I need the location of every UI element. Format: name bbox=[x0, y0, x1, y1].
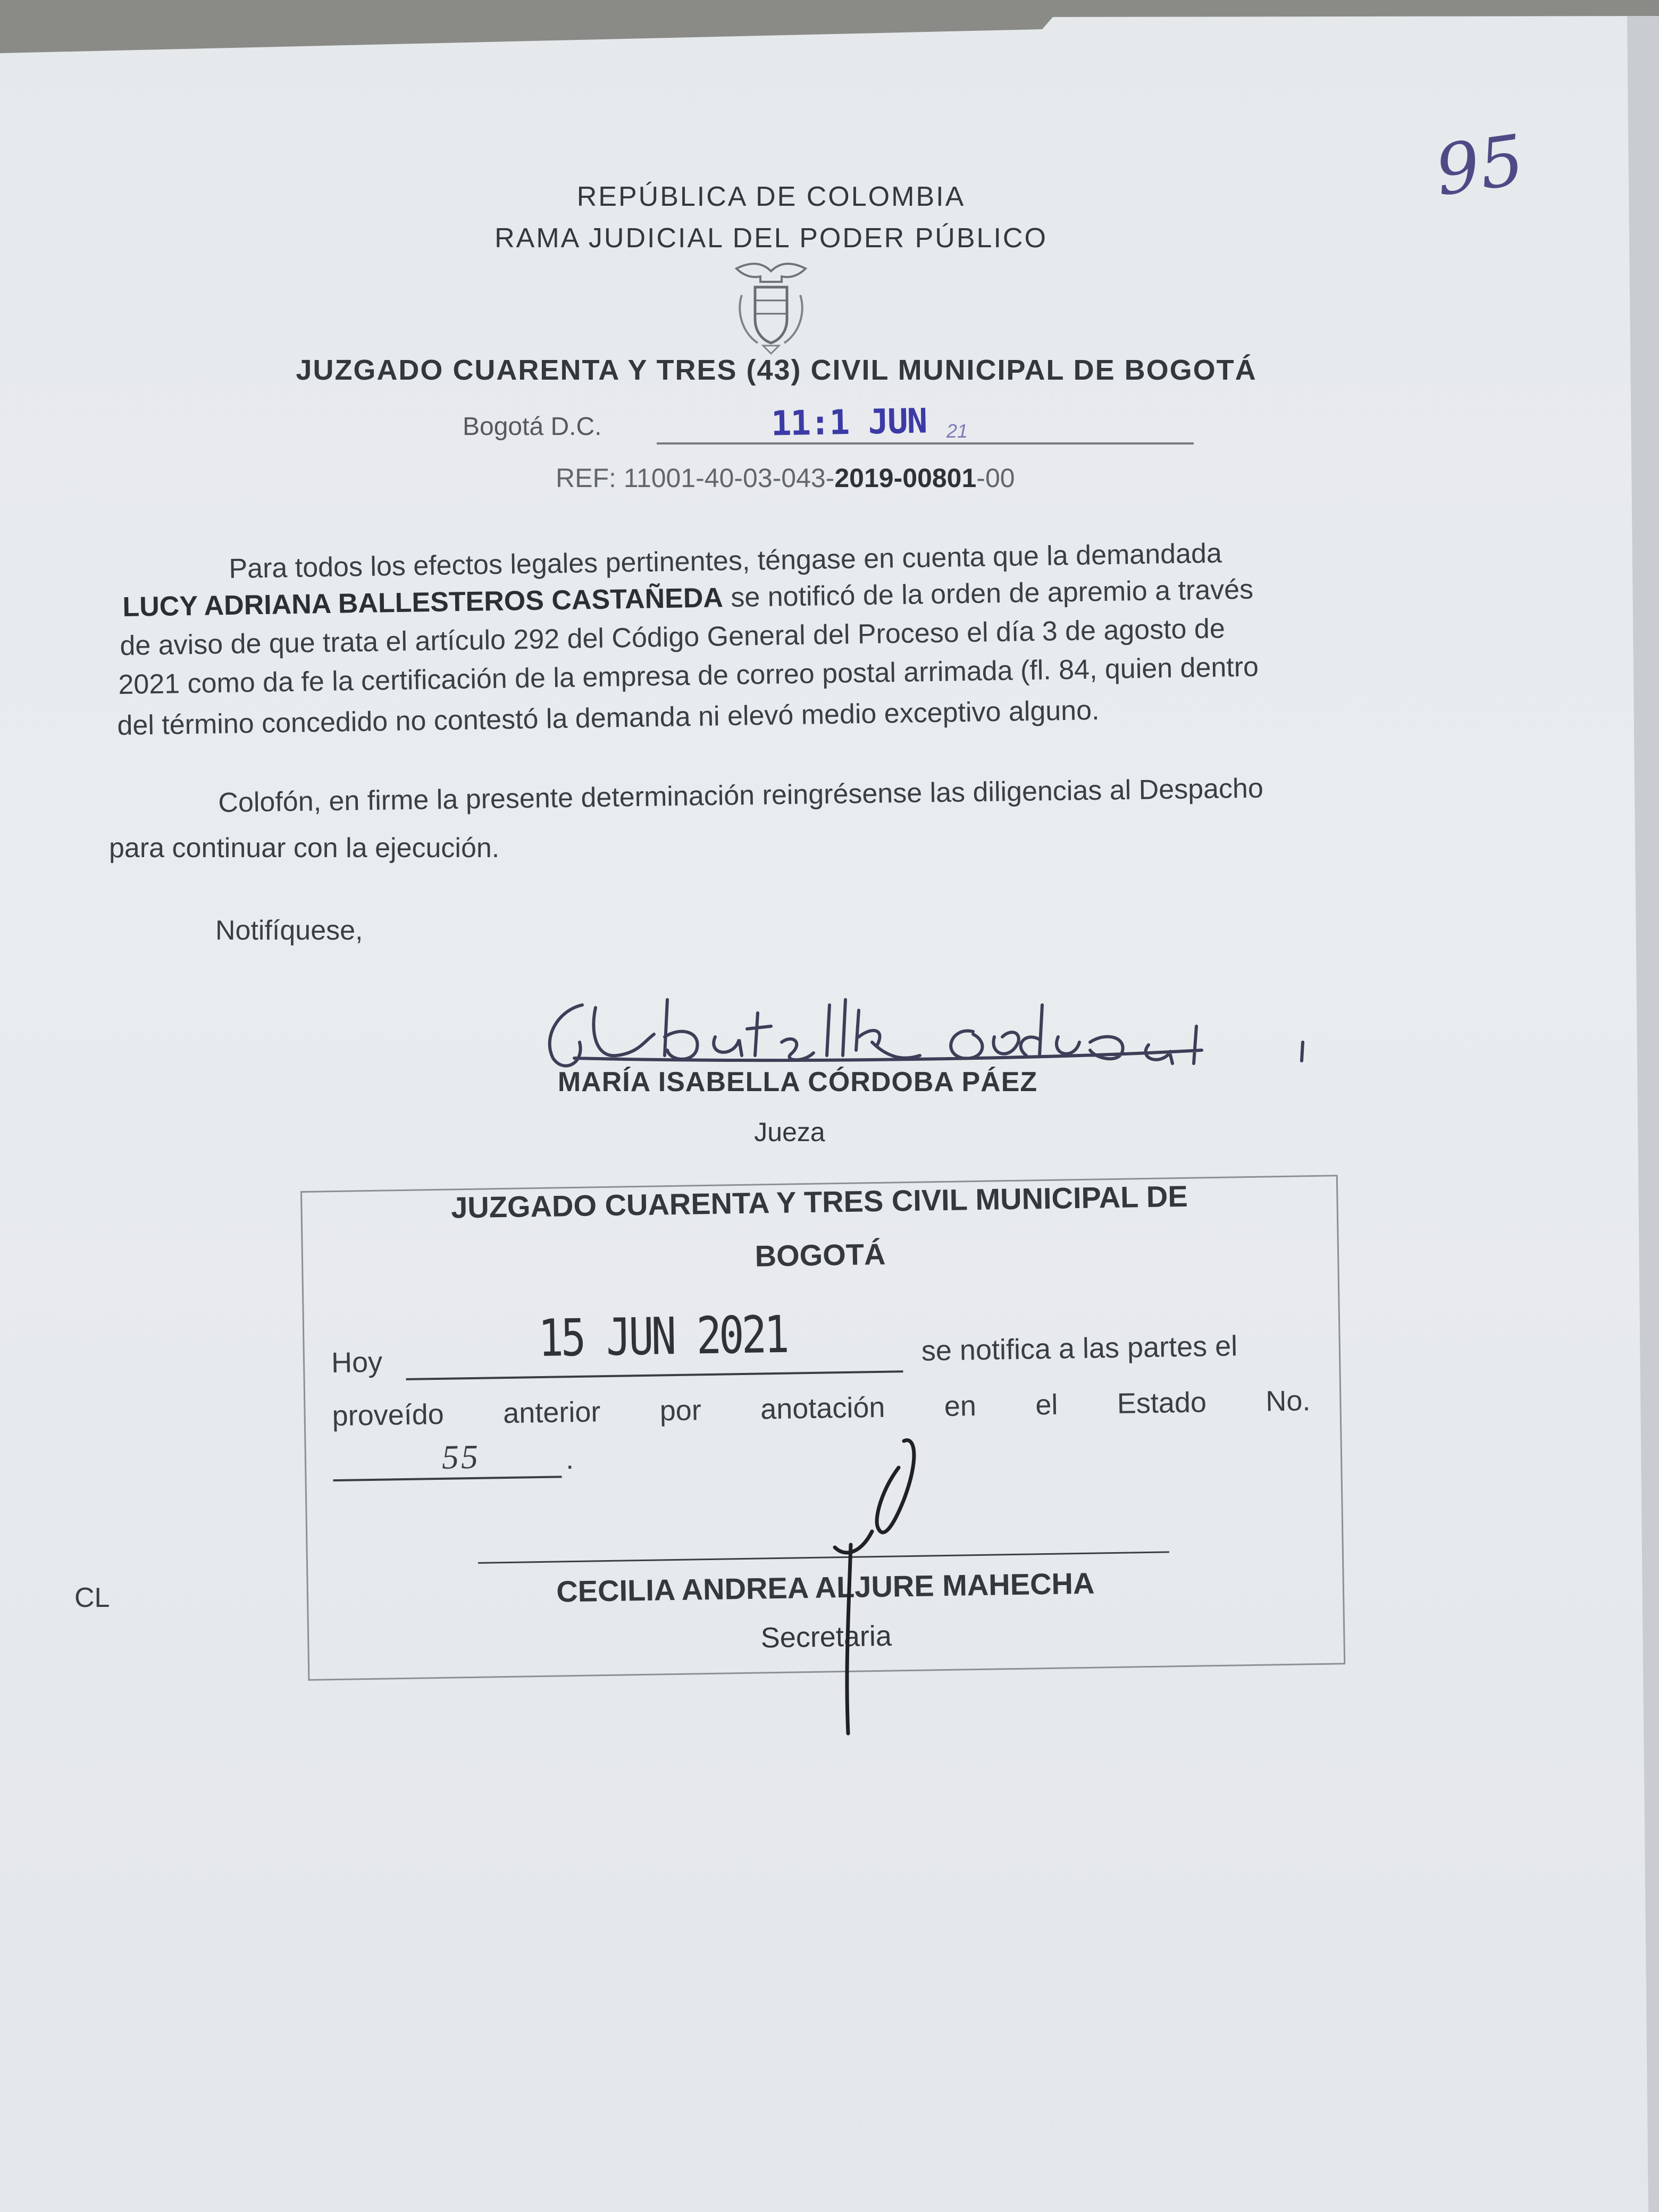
notify-word: anotación bbox=[760, 1391, 885, 1426]
clerk-initials: CL bbox=[74, 1582, 110, 1613]
date-line bbox=[657, 442, 1194, 445]
paragraph-1-line-2-rest: se notificó de la orden de apremio a través bbox=[723, 574, 1254, 614]
paragraph-1-line-4: 2021 como da fe la certificación de la empresa de correo postal arrimada (fl. 84, quien dentro bbox=[118, 651, 1259, 700]
coat-of-arms-icon bbox=[726, 258, 816, 356]
reference-prefix: REF: 11001-40-03-043- bbox=[556, 463, 835, 493]
secretary-name: CECILIA ANDREA ALJURE MAHECHA bbox=[556, 1566, 1095, 1608]
notify-word: proveído bbox=[332, 1398, 445, 1432]
reference-number bbox=[556, 463, 1015, 493]
box-title-line-1: JUZGADO CUARENTA Y TRES CIVIL MUNICIPAL DE bbox=[450, 1179, 1188, 1225]
secretary-signature-line bbox=[478, 1551, 1169, 1563]
box-title-line-2: BOGOTÁ bbox=[755, 1237, 886, 1273]
hoy-date-line bbox=[406, 1370, 903, 1380]
judge-name: MARÍA ISABELLA CÓRDOBA PÁEZ bbox=[557, 1067, 1038, 1097]
notification-date-stamp: 15 JUN 2021 bbox=[538, 1304, 787, 1368]
date-stamp-tail: 21 bbox=[946, 420, 968, 442]
court-title: JUZGADO CUARENTA Y TRES (43) CIVIL MUNICIPAL DE BOGOTÁ bbox=[296, 354, 1257, 386]
paragraph-1-line-3: de aviso de que trata el artículo 292 del Código General del Proceso el día 3 de agosto de bbox=[120, 613, 1226, 661]
header-country: REPÚBLICA DE COLOMBIA bbox=[576, 181, 966, 212]
paragraph-2-line-2: para continuar con la ejecución. bbox=[109, 833, 500, 864]
judge-role: Jueza bbox=[754, 1117, 825, 1147]
paragraph-1-line-1: Para todos los efectos legales pertinentes, téngase en cuenta que la demandada bbox=[229, 538, 1222, 584]
notify-text: se notifica a las partes el bbox=[921, 1330, 1238, 1367]
paragraph-2-line-1: Colofón, en firme la presente determinación reingrésense las diligencias al Despacho bbox=[218, 773, 1264, 818]
date-stamp: 11:1 JUN bbox=[770, 401, 927, 444]
reference-suffix: -00 bbox=[976, 463, 1015, 493]
notify-word: No. bbox=[1265, 1385, 1311, 1418]
paragraph-1-line-5: del término concedido no contestó la demanda ni elevó medio exceptivo alguno. bbox=[117, 694, 1100, 741]
notify-word: el bbox=[1035, 1388, 1058, 1421]
estado-number: 55 bbox=[441, 1437, 481, 1476]
estado-period: . bbox=[565, 1443, 574, 1476]
notify-word: Estado bbox=[1117, 1386, 1207, 1420]
party-name: LUCY ADRIANA BALLESTEROS CASTAÑEDA bbox=[122, 582, 724, 623]
header-branch: RAMA JUDICIAL DEL PODER PÚBLICO bbox=[495, 223, 1048, 254]
hoy-label: Hoy bbox=[331, 1346, 383, 1379]
place-label: Bogotá D.C. bbox=[463, 413, 602, 441]
reference-case: 2019-00801 bbox=[834, 463, 977, 493]
notification-box bbox=[300, 1175, 1345, 1681]
notify-word: por bbox=[659, 1394, 702, 1427]
notify-line-2 bbox=[332, 1384, 1311, 1432]
secretary-role: Secretaria bbox=[760, 1620, 892, 1654]
notify-word: en bbox=[944, 1390, 977, 1423]
notify-word: anterior bbox=[502, 1396, 601, 1430]
closing-text: Notifíquese, bbox=[215, 915, 363, 946]
folio-number: 95 bbox=[1430, 119, 1529, 212]
